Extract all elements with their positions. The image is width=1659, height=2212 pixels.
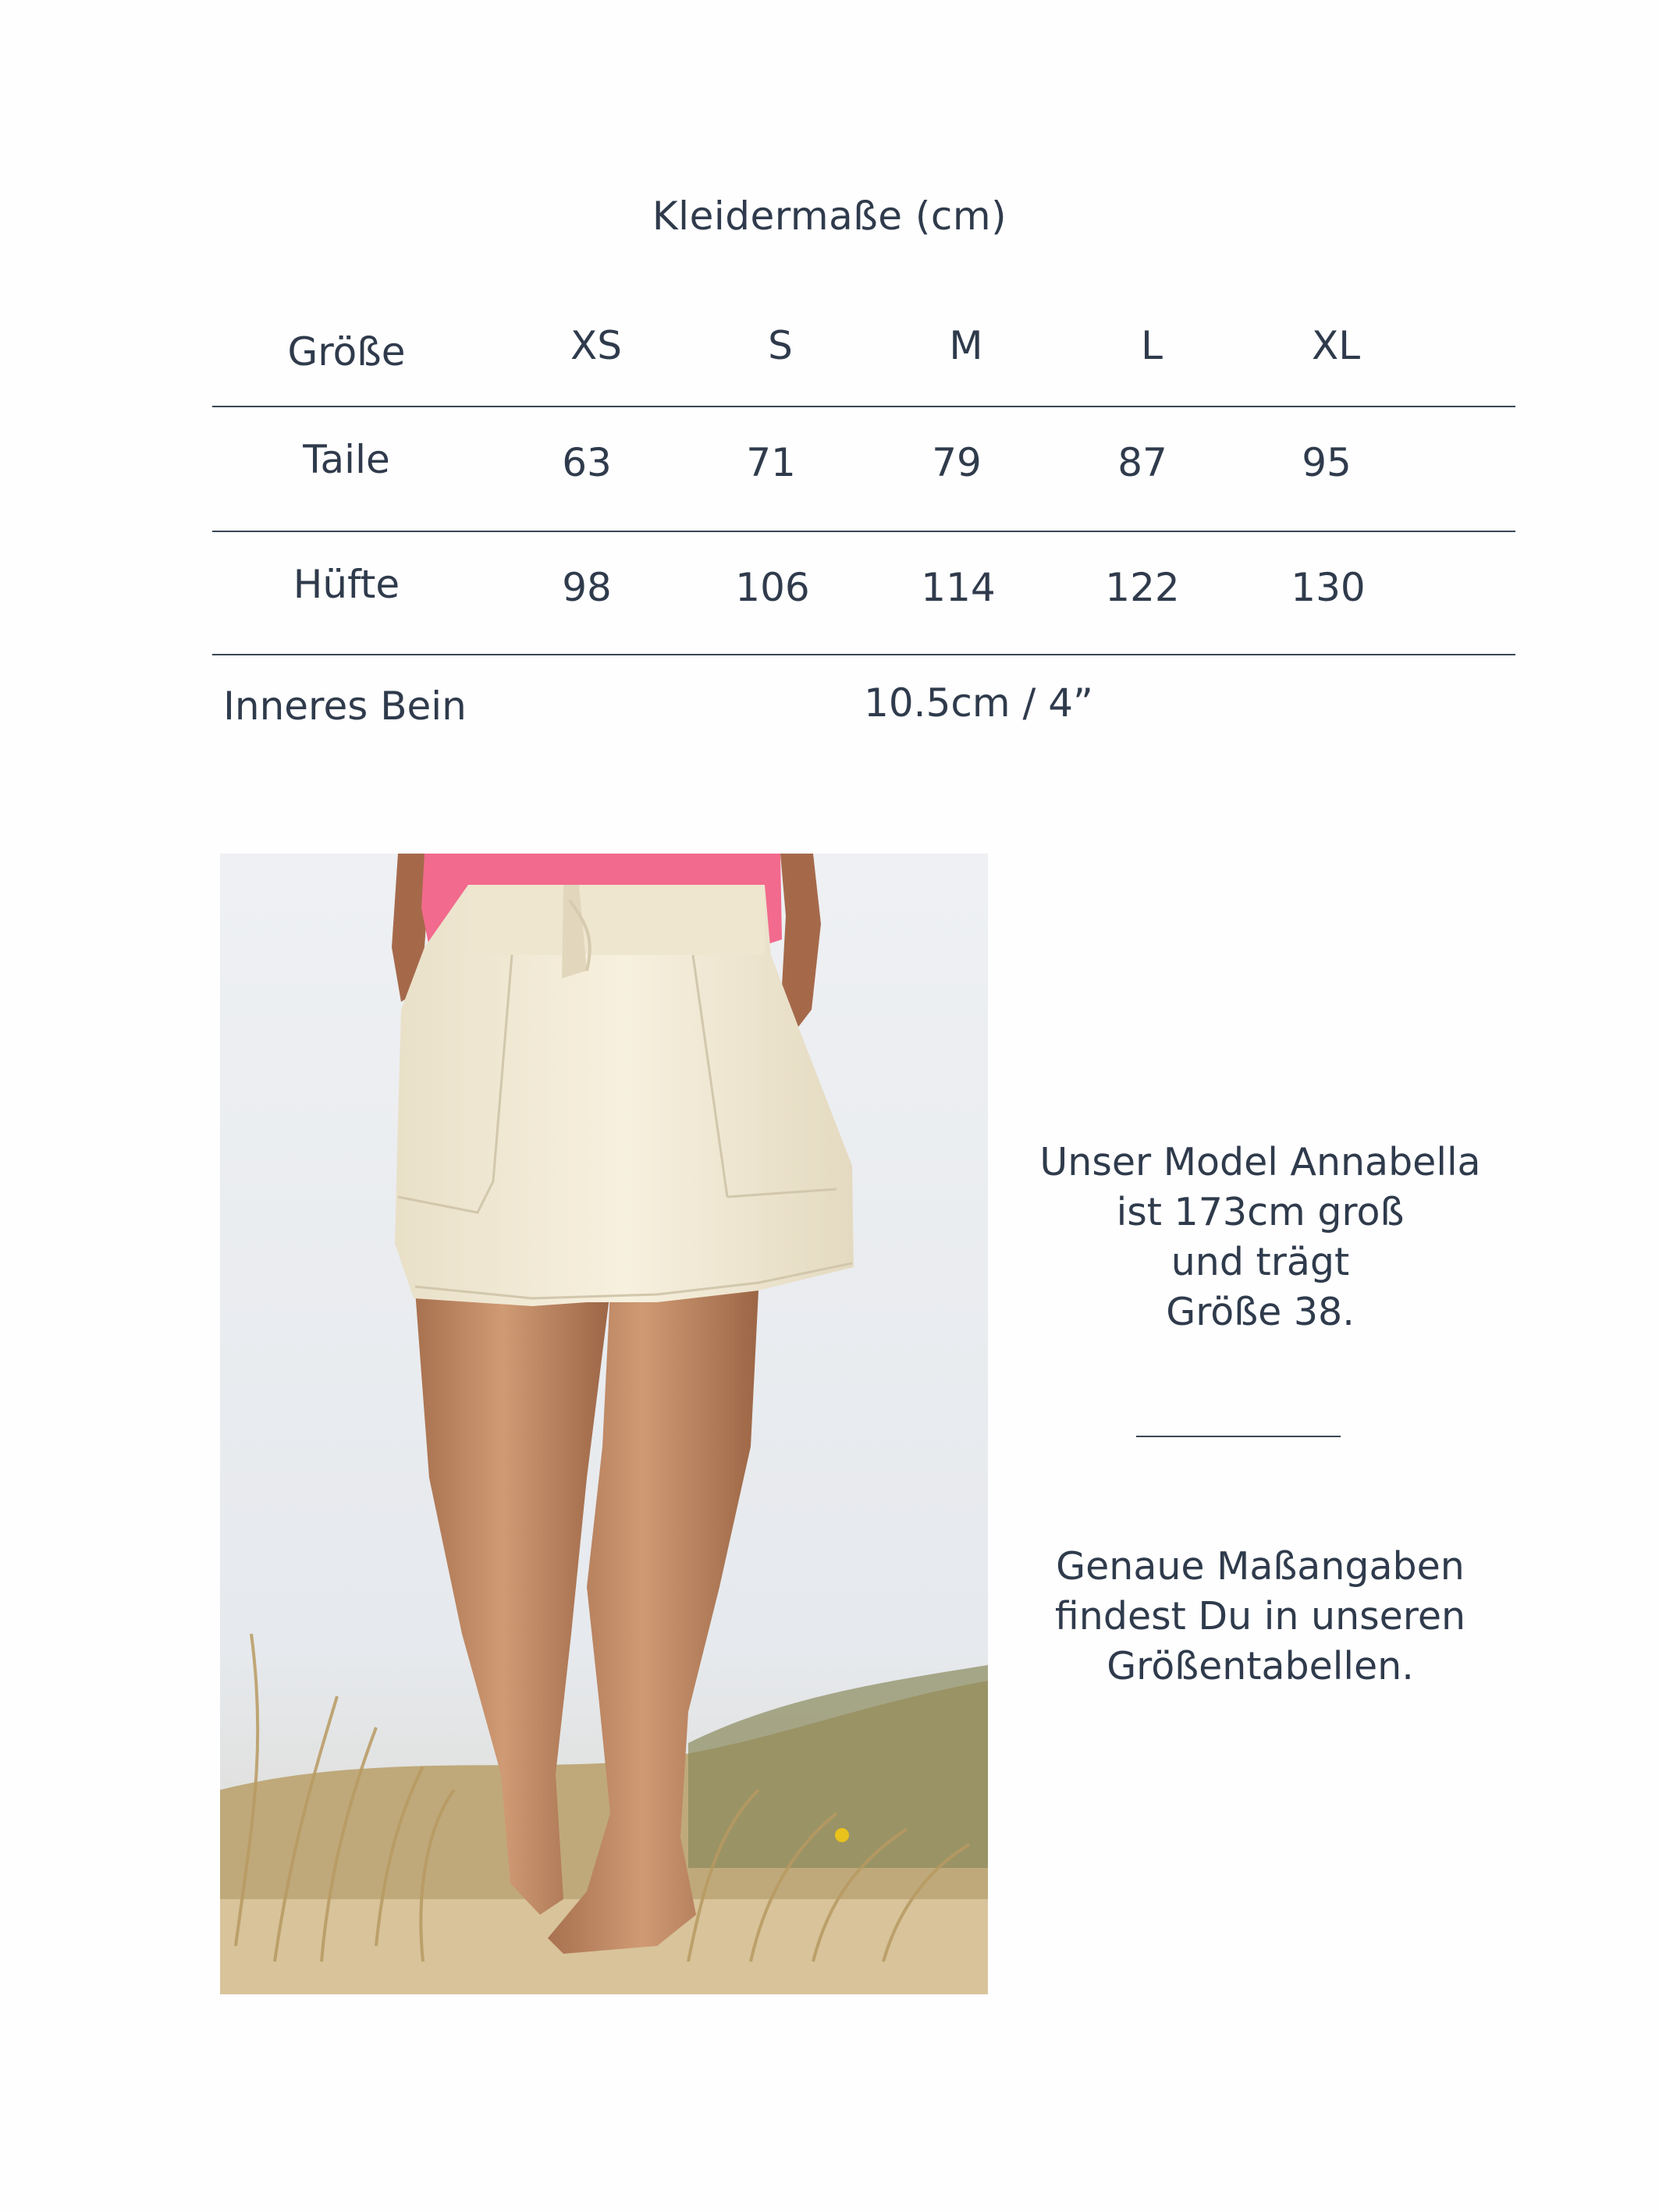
- hip-xs: 98: [562, 565, 612, 610]
- hip-row: [212, 562, 1515, 687]
- waist-s: 71: [746, 440, 796, 485]
- table-divider: [212, 654, 1515, 655]
- waist-m: 79: [932, 440, 982, 485]
- model-info-line: und trägt: [1171, 1240, 1350, 1284]
- size-l: L: [1141, 323, 1163, 368]
- model-info: [991, 1138, 1529, 1337]
- model-info-line: Größe 38.: [1166, 1290, 1355, 1334]
- size-note-line: Größentabellen.: [1107, 1644, 1414, 1688]
- waist-xl: 95: [1302, 440, 1352, 485]
- size-header-row: [212, 312, 1515, 437]
- size-xs: XS: [570, 323, 622, 368]
- size-m: M: [949, 323, 983, 368]
- hip-l: 122: [1105, 565, 1180, 610]
- size-note-line: findest Du in unseren: [1054, 1594, 1466, 1639]
- hip-s: 106: [735, 565, 810, 610]
- model-info-line: Unser Model Annabella: [1039, 1140, 1481, 1184]
- hip-xl: 130: [1291, 565, 1366, 610]
- size-header-label: Größe: [287, 329, 406, 375]
- size-s: S: [768, 323, 793, 368]
- table-divider: [212, 531, 1515, 532]
- hip-m: 114: [921, 565, 996, 610]
- model-photo: [220, 854, 988, 1994]
- hip-label: Hüfte: [293, 562, 400, 607]
- inseam-label: Inneres Bein: [223, 683, 467, 729]
- size-table: [212, 312, 1515, 729]
- waist-l: 87: [1117, 440, 1167, 485]
- model-info-line: ist 173cm groß: [1116, 1190, 1405, 1234]
- size-xl: XL: [1311, 323, 1361, 368]
- waist-label: Taile: [303, 437, 390, 482]
- side-divider: [1136, 1436, 1341, 1437]
- waist-xs: 63: [562, 440, 612, 485]
- size-note-line: Genaue Maßangaben: [1056, 1544, 1465, 1589]
- inseam-row: [212, 680, 1515, 808]
- table-divider: [212, 406, 1515, 407]
- waist-row: [212, 437, 1515, 562]
- table-title: Kleidermaße (cm): [652, 194, 1007, 239]
- inseam-value: 10.5cm / 4”: [864, 680, 1093, 726]
- size-note: [991, 1542, 1529, 1692]
